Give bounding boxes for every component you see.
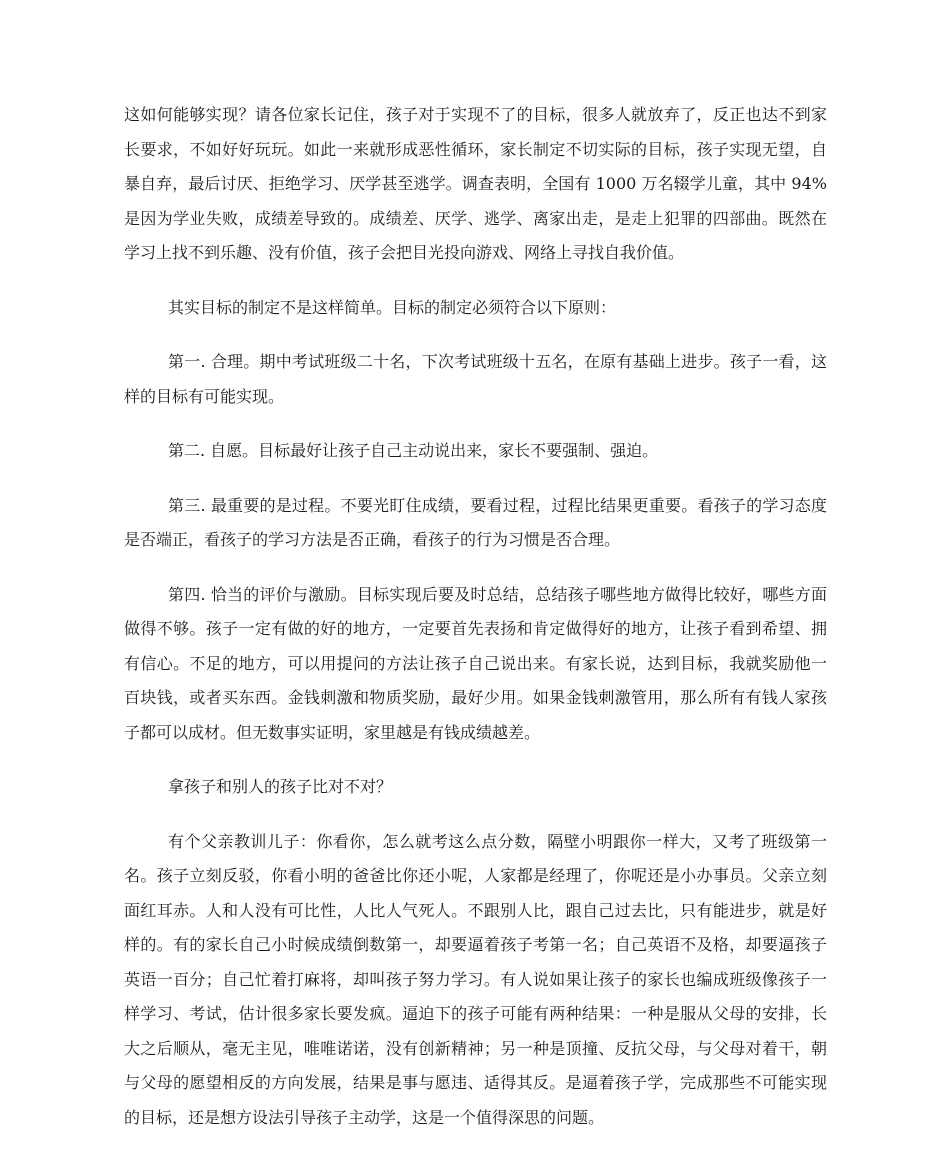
paragraph-principle-3: 第三. 最重要的是过程。不要光盯住成绩，要看过程，过程比结果更重要。看孩子的学习态度是否端正，看孩子的学习方法是否正确，看孩子的行为习惯是否合理。 — [124, 495, 827, 549]
document-page — [124, 98, 827, 1155]
paragraph-principle-4: 第四. 恰当的评价与激励。目标实现后要及时总结，总结孩子哪些地方做得比较好，哪些方面做得不够。孩子一定有做的好的地方，一定要首先表扬和肯定做得好的地方，让孩子看到希望、拥有信心。不足的地方，可以用提问的方法让孩子自己说出来。有家长说，达到目标，我就奖励他一百块钱，或者买东西。金钱刺激和物质奖励，最好少用。如果金钱刺激管用，那么所有有钱人家孩子都可以成材。但无数事实证明，家里越是有钱成绩越差。 — [124, 584, 827, 742]
paragraph-father-story: 有个父亲教训儿子：你看你，怎么就考这么点分数，隔壁小明跟你一样大，又考了班级第一名。孩子立刻反驳，你看小明的爸爸比你还小呢，人家都是经理了，你呢还是小办事员。父亲立刻面红耳赤。人和人没有可比性，人比人气死人。不跟别人比，跟自己过去比，只有能进步，就是好样的。有的家长自己小时候成绩倒数第一，却要逼着孩子考第一名；自己英语不及格，却要逼孩子英语一百分；自己忙着打麻将，却叫孩子努力学习。有人说如果让孩子的家长也编成班级像孩子一样学习、考试，估计很多家长要发疯。逼迫下的孩子可能有两种结果：一种是服从父母的安排，长大之后顺从，毫无主见，唯唯诺诺，没有创新精神；另一种是顶撞、反抗父母，与父母对着干，朝与父母的愿望相反的方向发展，结果是事与愿违、适得其反。是逼着孩子学，完成那些不可能实现的目标，还是想方设法引导孩子主动学，这是一个值得深思的问题。 — [124, 831, 827, 1127]
paragraph-principle-2: 第二. 自愿。目标最好让孩子自己主动说出来，家长不要强制、强迫。 — [168, 441, 659, 460]
paragraph-principles-intro: 其实目标的制定不是这样简单。目标的制定必须符合以下原则： — [168, 297, 617, 317]
paragraph-intro: 这如何能够实现？请各位家长记住，孩子对于实现不了的目标，很多人就放弃了，反正也达不到家长要求，不如好好玩玩。如此一来就形成恶性循环，家长制定不切实际的目标，孩子实现无望，自暴自弃，最后讨厌、拒绝学习、厌学甚至逃学。调查表明，全国有 1000 万名辍学儿童，其中 94%是因为学业失败，成绩差导致的。成绩差、厌学、逃学、离家出走，是走上犯罪的四部曲。既然在学习上找不到乐趣、没有价值，孩子会把目光投向游戏、网络上寻找自我价值。 — [124, 105, 827, 262]
paragraph-principle-1: 第一. 合理。期中考试班级二十名，下次考试班级十五名，在原有基础上进步。孩子一看，这样的目标有可能实现。 — [124, 352, 827, 406]
paragraph-comparison-question: 拿孩子和别人的孩子比对不对？ — [168, 777, 393, 796]
